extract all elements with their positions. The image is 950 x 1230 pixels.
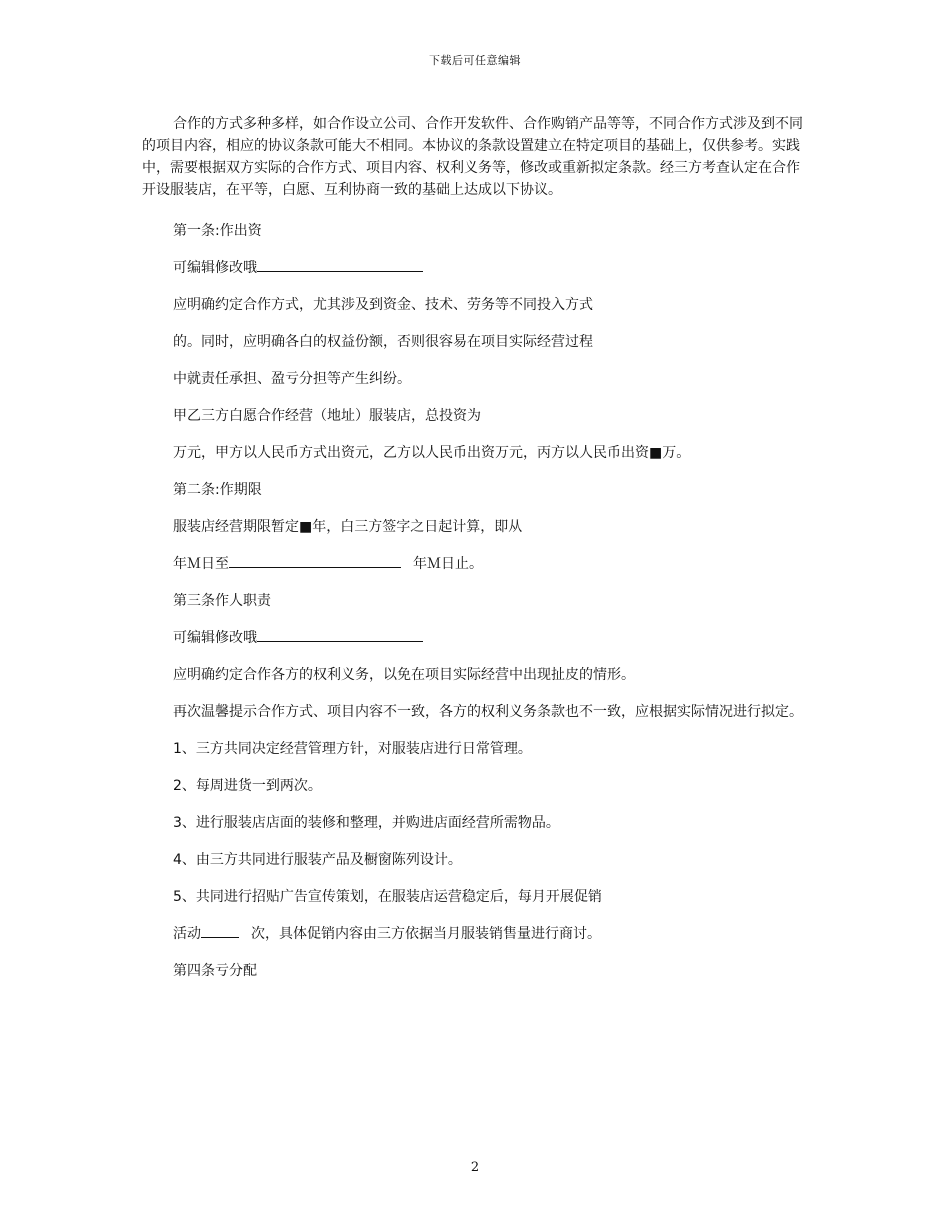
promotion-text-end: 次，具体促销内容由三方依据当月服装销售量进行商讨。 — [251, 926, 601, 942]
paragraph-line: 的。同时，应明确各白的权益份额，否则很容易在项目实际经营过程 — [173, 334, 593, 350]
editable-note-text: 可编辑修改哦 — [173, 630, 257, 646]
article-3-title: 第三条作人职责 — [173, 593, 271, 609]
date-end-text: 年Ｍ日止。 — [413, 556, 483, 572]
fill-blank — [257, 257, 423, 272]
page-number: 2 — [470, 1160, 480, 1175]
fill-blank — [229, 553, 401, 568]
intro-paragraph: 合作的方式多种多样，如合作设立公司、合作开发软件、合作购销产品等等，不同合作方式涉及到不同的项目内容，相应的协议条款可能大不相同。本协议的条款设置建立在特定项目的基础上，仅供参考。实践中，需要根据双方实际的合作方式、项目内容、权利义务等，修改或重新拟定条款。经三方考查认定在合作开设服装店，在平等，白愿、互利协商一致的基础上达成以下协议。 — [142, 116, 803, 198]
term-dates-line — [142, 553, 810, 575]
paragraph-line: 甲乙三方白愿合作经营（地址）服装店，总投资为 — [173, 408, 481, 424]
list-item: 3、进行服装店店面的装修和整理，并购进店面经营所需物品。 — [173, 815, 560, 831]
list-item: 2、每周进货一到两次。 — [173, 778, 322, 794]
date-start-text: 年Ｍ日至 — [173, 556, 229, 572]
paragraph-line: 服装店经营期限暂定■年，白三方签字之日起计算，即从 — [173, 519, 523, 535]
list-item: 5、共同进行招贴广告宣传策划，在服装店运营稳定后，每月开展促销 — [173, 889, 602, 905]
list-item: 4、由三方共同进行服装产品及橱窗陈列设计。 — [173, 852, 462, 868]
list-item: 1、三方共同决定经营管理方针，对服装店进行日常管理。 — [173, 741, 532, 757]
promotion-line — [142, 923, 810, 945]
paragraph-line: 中就责任承担、盈亏分担等产生纠纷。 — [173, 371, 411, 387]
article-2-title: 第二条:作期限 — [173, 482, 262, 498]
promotion-text-start: 活动 — [173, 926, 201, 942]
article-4-title: 第四条亏分配 — [173, 963, 257, 979]
editable-note — [142, 257, 810, 279]
fill-blank — [257, 627, 423, 642]
fill-blank — [201, 923, 239, 938]
editable-note — [142, 627, 810, 649]
page-header: 下载后可任意编辑 — [429, 54, 521, 67]
paragraph-line: 应明确约定合作各方的权利义务，以免在项目实际经营中出现扯皮的情形。 — [173, 667, 635, 683]
paragraph-line: 万元，甲方以人民币方式出资元，乙方以人民币出资万元，丙方以人民币出资■万。 — [173, 445, 691, 461]
reminder-paragraph: 再次温馨提示合作方式、项目内容不一致，各方的权利义务条款也不一致，应根据实际情况进行拟定。 — [173, 704, 803, 720]
editable-note-text: 可编辑修改哦 — [173, 260, 257, 276]
paragraph-line: 应明确约定合作方式，尤其涉及到资金、技术、劳务等不同投入方式 — [173, 297, 593, 313]
article-1-title: 第一条:作出资 — [173, 223, 262, 239]
document-body — [142, 113, 810, 982]
